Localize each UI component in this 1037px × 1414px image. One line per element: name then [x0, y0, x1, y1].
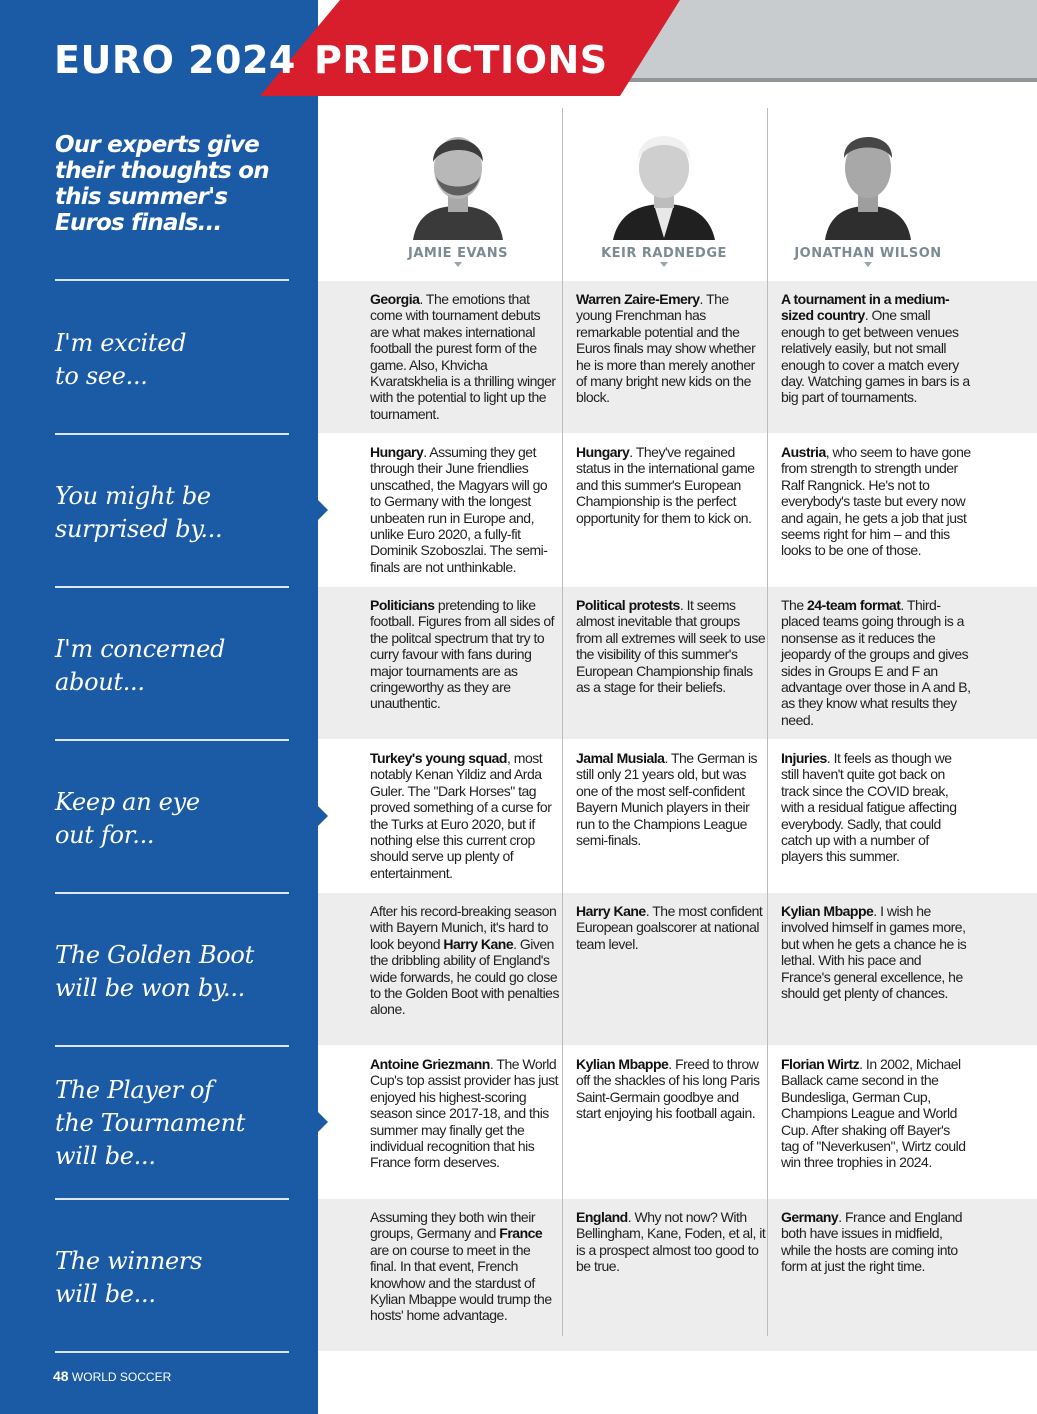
answer-cell — [370, 444, 560, 575]
answer-prefix: After his record-breaking season with Bayern Munich, it's hard to look beyond — [370, 903, 557, 952]
sidebar-rule — [55, 892, 289, 894]
answer-text: . The most confident European goalscorer at national team level. — [576, 903, 763, 952]
answer-prefix: The — [781, 597, 808, 613]
answer-text: . It feels as though we still haven't quite got back on track since the COVID break, with a residual fatigue affecting everybody. Sadly, that could catch up with a number of players this summer. — [781, 750, 957, 865]
answer-cell — [781, 597, 971, 728]
sidebar-rule — [55, 739, 289, 741]
answer-highlight: 24-team format — [807, 597, 901, 613]
answer-highlight: Germany — [781, 1209, 839, 1225]
expert-name: JAMIE EVANS — [408, 246, 508, 261]
answer-highlight: Warren Zaire-Emery — [576, 291, 700, 307]
page-number: 48 — [53, 1368, 69, 1384]
answer-highlight: Hungary — [370, 444, 424, 460]
answer-cell — [370, 1209, 560, 1324]
answer-text: . The German is still only 21 years old, but was one of the most self-confident Bayern Munich players in their run to the Champions League semi-finals. — [576, 750, 758, 849]
expert-jonathan-wilson — [768, 110, 968, 267]
answer-cell — [781, 903, 971, 1001]
question-label: Keep an eye out for... — [55, 788, 200, 849]
answer-cell — [576, 291, 766, 406]
answer-cell — [370, 750, 560, 881]
down-triangle-icon — [864, 262, 872, 267]
answer-cell — [576, 1056, 766, 1122]
answer-highlight: England — [576, 1209, 628, 1225]
answer-text: . It seems almost inevitable that groups from all extremes will seek to use the visibility of this summer's European Championship finals as a stage for their beliefs. — [576, 597, 766, 696]
answer-highlight: Injuries — [781, 750, 827, 766]
answer-highlight: Harry Kane — [443, 935, 514, 952]
expert-photo — [813, 110, 923, 240]
sidebar-rule — [55, 1198, 289, 1200]
portrait-icon — [609, 110, 719, 240]
answer-highlight: Austria — [781, 444, 826, 460]
answer-text: . Freed to throw off the shackles of his long Paris Saint-Germain goodbye and start enjoying his football again. — [576, 1056, 760, 1122]
answer-highlight: A tournament in a medium-sized country — [781, 291, 950, 324]
question-label: I'm excited to see... — [55, 329, 187, 390]
answer-cell — [576, 1209, 766, 1275]
sidebar-rule — [55, 1045, 289, 1047]
answer-cell — [781, 444, 971, 559]
question-label: The winners will be... — [55, 1247, 203, 1308]
answer-text: . They've regained status in the international game and this summer's European Championship is the perfect opportunity for them to kick on. — [576, 444, 755, 526]
answer-cell — [576, 903, 766, 952]
expert-name: JONATHAN WILSON — [794, 246, 942, 261]
question-label: I'm concerned about... — [55, 635, 226, 696]
answer-text: are on course to meet in the final. In that event, French knowhow and the stardust of Kylian Mbappe would trump the hosts' home advantage. — [370, 1241, 552, 1324]
expert-name: KEIR RADNEDGE — [601, 246, 727, 261]
intro-text: Our experts give their thoughts on this summer's Euros finals... — [55, 132, 269, 236]
answer-highlight: Kylian Mbappe — [576, 1056, 669, 1072]
question-label: You might be surprised by... — [55, 482, 223, 543]
answer-cell — [781, 1209, 971, 1275]
answer-highlight: Hungary — [576, 444, 630, 460]
expert-jamie-evans — [358, 110, 558, 267]
header-grey-rule — [600, 78, 1037, 82]
portrait-icon — [813, 110, 923, 240]
answer-text: . The emotions that come with tournament debuts are what makes international football the purest form of the game. Also, Khvicha Kvaratskhelia is a thrilling winger with the potential to light up the tournament. — [370, 291, 556, 422]
row-pointer-icon — [318, 806, 328, 826]
expert-keir-radnedge — [564, 110, 764, 267]
answer-text: pretending to like football. Figures from all sides of the politcal spectrum that try to curry favour with fans during major tournaments are as cringeworthy as they are unauthentic. — [370, 597, 555, 712]
answer-highlight: Antoine Griezmann — [370, 1056, 490, 1072]
page-footer — [53, 1368, 171, 1384]
question-label: The Player of the Tournament will be... — [55, 1076, 246, 1170]
answer-text: , most notably Kenan Yildiz and Arda Guler. The "Dark Horses" tag proved something of a curse for the Turks at Euro 2020, but if nothing else this current crop should serve up plenty of entertainment. — [370, 750, 552, 881]
answer-cell — [370, 597, 560, 712]
sidebar-rule — [55, 279, 289, 281]
answer-text: . The young Frenchman has remarkable potential and the Euros finals may show whether he is more than merely another of many bright new kids on the block. — [576, 291, 756, 406]
answer-text: , who seem to have gone from strength to strength under Ralf Rangnick. He's not to everybody's taste but every now and again, he gets a job that just seems right for him – and this looks to be one of those. — [781, 444, 971, 559]
answer-cell — [781, 1056, 971, 1171]
row-pointer-icon — [318, 1112, 328, 1132]
answer-cell — [781, 750, 971, 865]
publication-name: WORLD SOCCER — [71, 1370, 172, 1384]
answer-highlight: Political protests — [576, 597, 680, 613]
sidebar — [0, 96, 318, 1414]
answer-text: . I wish he involved himself in games more, but when he gets a chance he is lethal. With his pace and France's general excellence, he should get plenty of chances. — [781, 903, 967, 1002]
answer-text: . The World Cup's top assist provider has just enjoyed his highest-scoring season since 2017-18, and this summer may finally get the individual recognition that his France form deserves. — [370, 1056, 558, 1171]
expert-photo — [403, 110, 513, 240]
sidebar-rule — [55, 433, 289, 435]
answer-cell — [370, 1056, 560, 1171]
answer-highlight: Harry Kane — [576, 903, 646, 919]
title-euro-2024: EURO 2024 — [54, 38, 296, 82]
question-label: The Golden Boot will be won by... — [55, 941, 254, 1002]
answer-highlight: Jamal Musiala — [576, 750, 665, 766]
answer-cell — [576, 597, 766, 695]
answer-highlight: Georgia — [370, 291, 420, 307]
row-pointer-icon — [318, 500, 328, 520]
answer-cell — [576, 444, 766, 526]
column-divider — [767, 108, 768, 1336]
answer-highlight: Politicians — [370, 597, 435, 613]
answer-text: . In 2002, Michael Ballack came second in the Bundesliga, German Cup, Champions League and World Cup. After shaking off Bayer's tag of "Neverkusen", Wirtz could win three trophies in 2024. — [781, 1056, 966, 1171]
header-grey-band — [620, 0, 1037, 78]
down-triangle-icon — [454, 262, 462, 267]
answer-text: . Given the dribbling ability of England's wide forwards, he could go close to the Golden Boot with penalties alone. — [370, 935, 559, 1018]
answer-highlight: Turkey's young squad — [370, 750, 507, 766]
answer-text: . Assuming they get through their June friendlies unscathed, the Magyars will go to Germany with the longest unbeaten run in Europe and, unlike Euro 2020, a fully-fit Dominik Szoboszlai. The semi-finals are not unthinkable. — [370, 444, 548, 575]
answer-cell — [781, 291, 971, 406]
down-triangle-icon — [660, 262, 668, 267]
answer-cell — [370, 291, 560, 422]
answer-cell — [370, 903, 560, 1018]
expert-photo — [609, 110, 719, 240]
answer-prefix: Assuming they both win their groups, Germany and — [370, 1209, 535, 1242]
sidebar-rule — [55, 586, 289, 588]
answer-cell — [576, 750, 766, 848]
answer-highlight: Kylian Mbappe — [781, 903, 874, 919]
answer-text: . Why not now? With Bellingham, Kane, Foden, et al, it is a prospect almost too good to be true. — [576, 1209, 766, 1275]
answer-text: . France and England both have issues in midfield, while the hosts are coming into form at just the right time. — [781, 1209, 963, 1275]
answer-highlight: France — [499, 1225, 543, 1242]
answer-text: . One small enough to get between venues relatively easily, but not small enough to cover a match every day. Watching games in bars is a big part of tournaments. — [781, 307, 970, 406]
sidebar-rule — [55, 1351, 289, 1353]
column-divider — [562, 108, 563, 1336]
title-predictions: PREDICTIONS — [314, 38, 608, 82]
answer-highlight: Florian Wirtz — [781, 1056, 860, 1072]
portrait-icon — [403, 110, 513, 240]
answer-text: . Third-placed teams going through is a nonsense as it reduces the jeopardy of the groups and gives sides in Groups E and F an advantage over those in A and B, as they know what results they need. — [781, 597, 971, 728]
